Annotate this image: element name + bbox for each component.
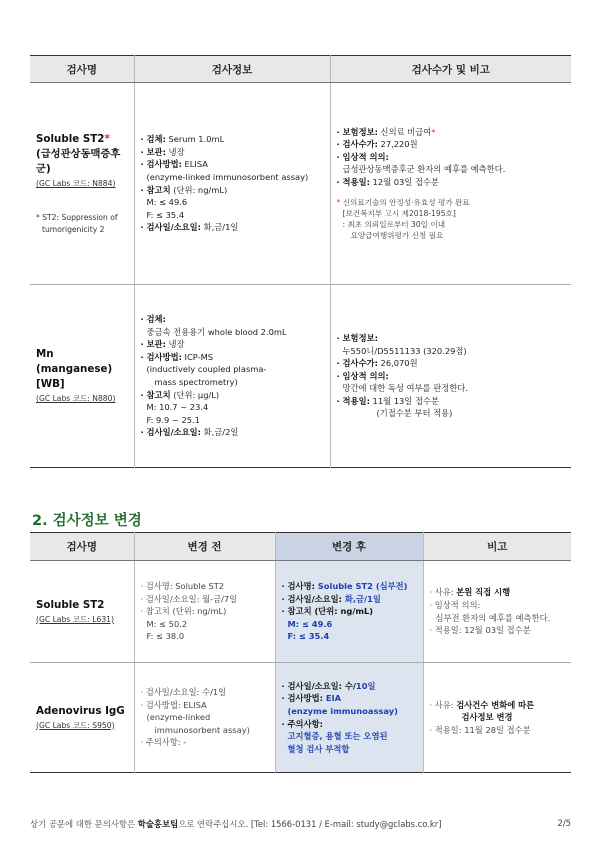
header-remarks: 비고 [423, 533, 571, 561]
test-code: (GC Labs 코드: L631) [36, 614, 114, 624]
star-mark: * [104, 133, 110, 145]
table-row [30, 285, 571, 468]
header-test-info: 검사정보 [134, 56, 330, 83]
test-name: Soluble ST2 [36, 598, 105, 611]
test-code: (GC Labs 코드: N880) [36, 394, 116, 403]
test-name-cell [30, 561, 134, 663]
page-number: 2/5 [557, 818, 571, 828]
test-code: (GC Labs 코드: N884) [36, 179, 116, 188]
section-title: 2. 검사정보 변경 [32, 513, 142, 529]
fee-cell: · 보험정보: 신의료 비급여* · 검사수가: 27,220원 · 임상적 의의: 급성관상동맥증후군 환자의 예후를 예측한다. · 적용일: 12월 03일 접수분 * 신의료기술의 안정성·유효성 평가 완료 [보건복지부 고시 제2018-195호] : 최초 의뢰일로부터 30일 이내 요양급여행위평가 신청 필요 [330, 83, 571, 285]
new-test-table [30, 55, 571, 468]
table-row [30, 663, 571, 773]
test-name-cell [30, 285, 134, 468]
test-name: Adenovirus IgG [36, 704, 125, 717]
change-info-table [30, 532, 571, 773]
test-name-cell [30, 663, 134, 773]
team-name: 학술홍보팀 [137, 819, 179, 829]
test-name-sub: [WB] [36, 378, 65, 390]
remark-cell: · 사유: 검사건수 변화에 따른 검사정보 변경 · 적용일: 11월 28일 접수분 [423, 663, 571, 773]
test-info-cell: · 검체: Serum 1.0mL · 보관: 냉장 · 검사방법: ELISA (enzyme-linked immunosorbent assay) · 참고치 (단위: ng/mL) M: ≤ 49.6 F: ≤ 35.4 · 검사일/소요일: 화,금/1일 [134, 83, 330, 285]
test-name-cell [30, 83, 134, 285]
test-name-kr: (급성관상동맥증후군) [36, 148, 121, 175]
test-info-cell: · 검체: 중금속 전용용기 whole blood 2.0mL · 보관: 냉장 · 검사방법: ICP-MS (inductively coupled plasma- mass spectrometry) · 참고치 (단위: μg/L) M: 10.7 ~ 23.4 F: 9.9 ~ 25.1 · 검사일/소요일: 화,금/2일 [134, 285, 330, 468]
before-cell: · 검사일/소요일: 수/1일 · 검사방법: ELISA (enzyme-linked immunosorbent assay) · 주의사항: - [134, 663, 275, 773]
footer: 상기 공문에 대한 문의사항은 학술홍보팀으로 연락주십시오. [Tel: 1566-0131 / E-mail: study@gclabs.co.kr] 2/5 [30, 818, 571, 829]
note-line: tumorigenicity 2 [42, 224, 105, 234]
after-cell: · 검사일/소요일: 수/10일 · 검사방법: EIA (enzyme immunoassay) · 주의사항: 고지혈증, 용혈 또는 오염된 혈청 검사 부적합 [275, 663, 423, 773]
before-cell: · 검사명: Soluble ST2 · 검사일/소요일: 월-금/7일 · 참고치 (단위: ng/mL) M: ≤ 50.2 F: ≤ 38.0 [134, 561, 275, 663]
test-name: Mn (manganese) [36, 348, 113, 375]
table-row [30, 561, 571, 663]
note-line: * ST2: Suppression of [36, 213, 118, 222]
test-name: Soluble ST2 [36, 133, 105, 145]
after-cell: · 검사명: Soluble ST2 (심부전) · 검사일/소요일: 화,금/1일 · 참고치 (단위: ng/mL) M: ≤ 49.6 F: ≤ 35.4 [275, 561, 423, 663]
test-code: (GC Labs 코드: S950) [36, 720, 115, 730]
fee-cell: · 보험정보: 누550니/D5511133 (320.29점) · 검사수가: 26,070원 · 임상적 의의: 망간에 대한 독성 여부를 판정한다. · 적용일: 11월 13일 접수분 (기접수분 부터 적용) [330, 285, 571, 468]
header-after: 변경 후 [275, 533, 423, 561]
table-row [30, 83, 571, 285]
header-test-name: 검사명 [30, 533, 134, 561]
header-before: 변경 전 [134, 533, 275, 561]
remark-cell: · 사유: 본원 직접 시행 · 임상적 의의: 심부전 환자의 예후를 예측한다. · 적용일: 12월 03일 접수분 [423, 561, 571, 663]
header-test-name: 검사명 [30, 56, 134, 83]
header-fee-remarks: 검사수가 및 비고 [330, 56, 571, 83]
